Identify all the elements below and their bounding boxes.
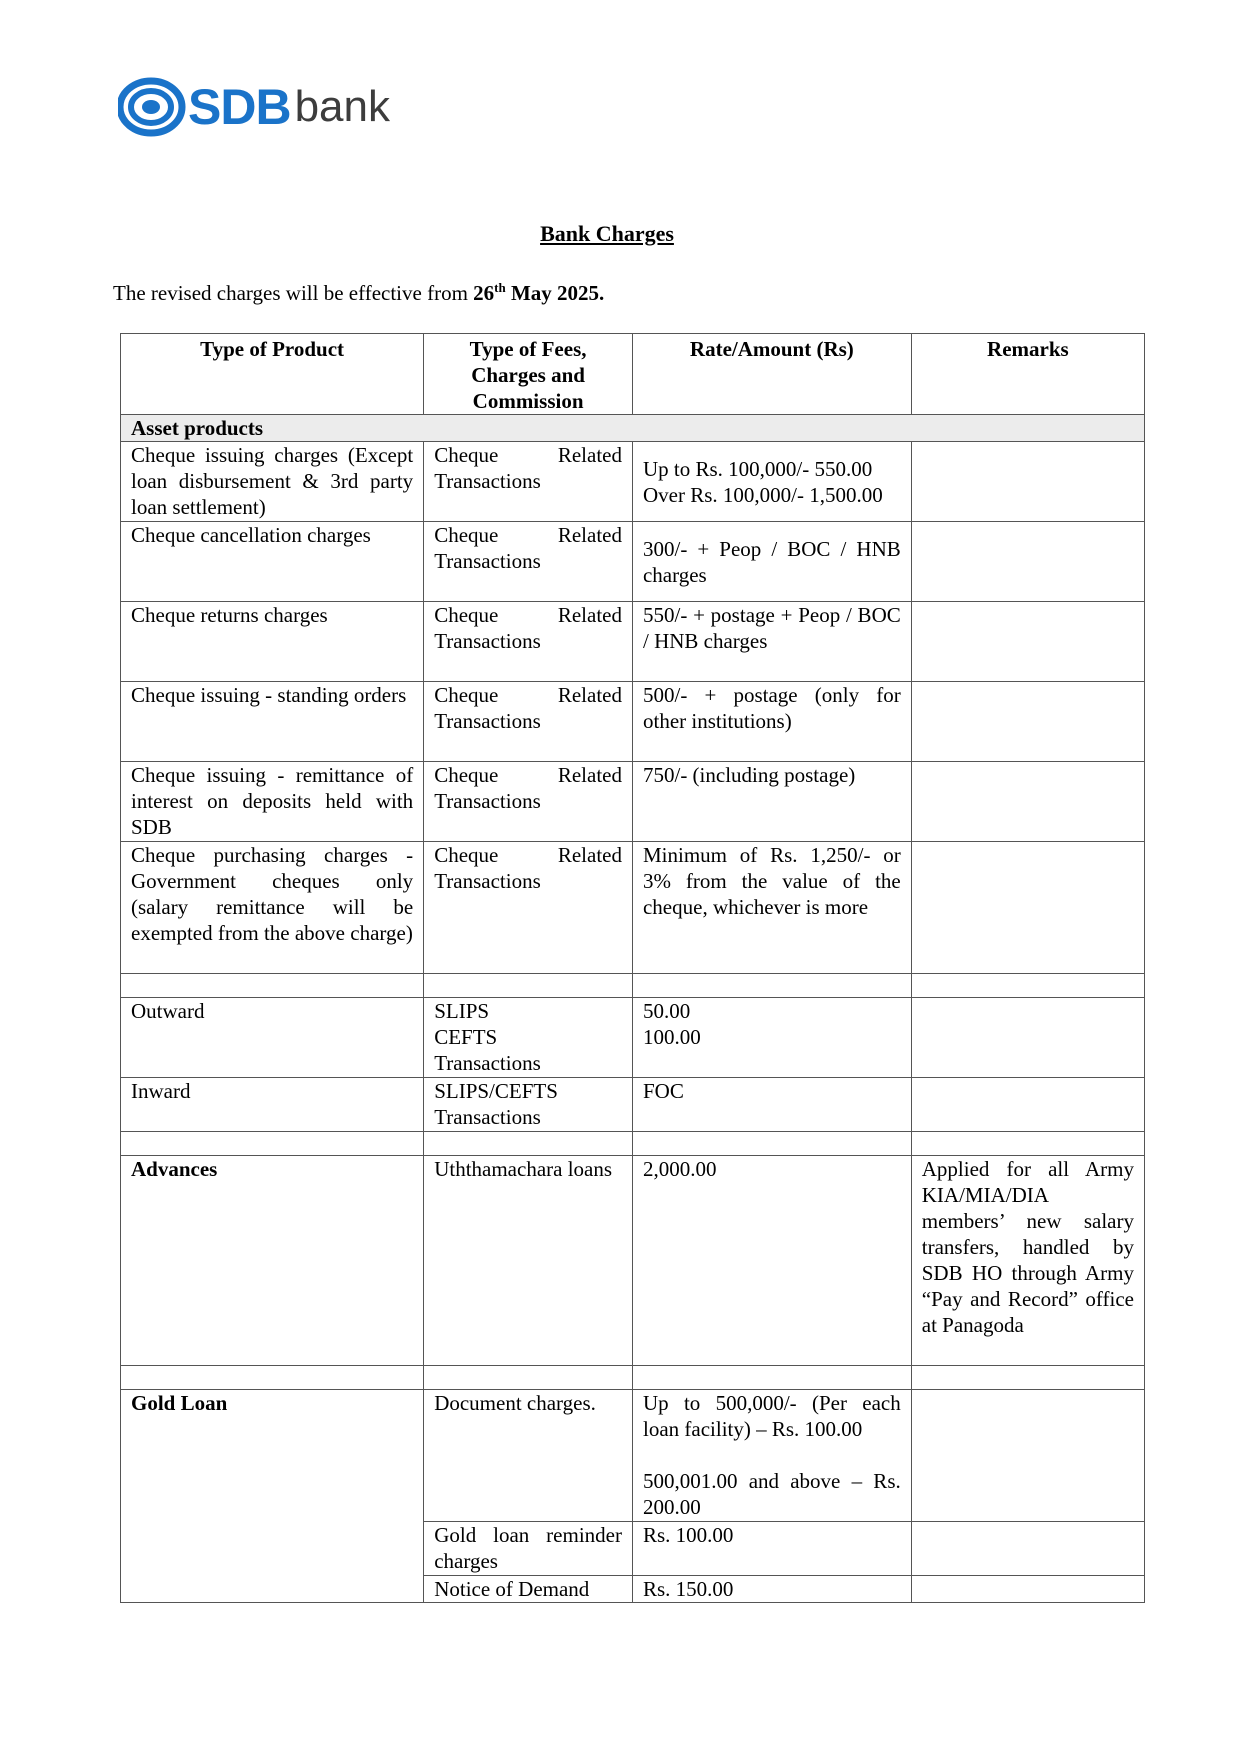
table-row (121, 442, 1145, 522)
remarks-cell (911, 682, 1144, 762)
section-row-asset-products (121, 415, 1145, 442)
table-row (121, 1078, 1145, 1132)
section-label: Asset products (121, 415, 1145, 442)
fee-cell: Document charges. (424, 1390, 633, 1522)
logo-brand-text: SDB (188, 79, 291, 135)
page-title: Bank Charges (540, 221, 674, 246)
table-header-row (121, 334, 1145, 415)
remarks-cell (911, 602, 1144, 682)
fee-cell: Cheque Related Transactions (424, 842, 633, 974)
rate-cell: 550/- + postage + Peop / BOC / HNB charges (632, 602, 911, 682)
fee-cell: Cheque Related Transactions (424, 522, 633, 602)
fee-line: CEFTS (434, 1025, 498, 1049)
rate-cell: 750/- (including postage) (632, 762, 911, 842)
fee-line: Transactions (434, 1051, 541, 1075)
rate-line: Up to Rs. 100,000/- 550.00 (642, 456, 873, 481)
remarks-cell (911, 522, 1144, 602)
remarks-cell (911, 1390, 1144, 1522)
rate-line: Up to 500,000/- (Per each loan facility) – Rs. 100.00 (642, 1391, 901, 1441)
product-cell: Advances (121, 1156, 424, 1366)
product-cell: Cheque purchasing charges - Government cheques only (salary remittance will be exempted from the above charge) (121, 842, 424, 974)
intro-text: The revised charges will be effective from (113, 281, 474, 305)
rate-cell: 300/- + Peop / BOC / HNB charges (632, 522, 911, 602)
logo-suffix-text: bank (294, 82, 390, 131)
intro-day-suffix: th (494, 280, 506, 295)
table-row (121, 998, 1145, 1078)
rate-cell: Rs. 150.00 (632, 1576, 911, 1603)
rate-line: Over Rs. 100,000/- 1,500.00 (642, 482, 883, 507)
empty-row (121, 1366, 1145, 1390)
empty-cell (911, 1366, 1144, 1390)
product-cell: Cheque returns charges (121, 602, 424, 682)
product-cell: Cheque issuing charges (Except loan disbursement & 3rd party loan settlement) (121, 442, 424, 522)
header-rate: Rate/Amount (Rs) (632, 334, 911, 415)
rate-line: 100.00 (642, 1025, 701, 1049)
remarks-cell (911, 842, 1144, 974)
empty-cell (911, 974, 1144, 998)
product-cell: Inward (121, 1078, 424, 1132)
table-row (121, 602, 1145, 682)
rate-cell (632, 1390, 911, 1522)
product-cell: Cheque issuing - remittance of interest on deposits held with SDB (121, 762, 424, 842)
product-cell: Cheque cancellation charges (121, 522, 424, 602)
table-row (121, 1390, 1145, 1522)
remarks-cell (911, 762, 1144, 842)
fee-cell: Cheque Related Transactions (424, 762, 633, 842)
intro-month-year: May 2025. (505, 281, 605, 305)
remarks-cell (911, 1078, 1144, 1132)
fee-cell: Uththamachara loans (424, 1156, 633, 1366)
empty-cell (424, 974, 633, 998)
effective-date-statement (113, 280, 604, 306)
empty-cell (911, 1132, 1144, 1156)
empty-row (121, 974, 1145, 998)
empty-cell (632, 1132, 911, 1156)
product-cell: Gold Loan (121, 1390, 424, 1603)
header-product: Type of Product (121, 334, 424, 415)
sdb-swirl-logo-icon (118, 77, 188, 137)
header-remarks: Remarks (911, 334, 1144, 415)
rate-cell: FOC (632, 1078, 911, 1132)
product-cell: Outward (121, 998, 424, 1078)
rate-cell (632, 998, 911, 1078)
empty-cell (632, 974, 911, 998)
remarks-cell (911, 1576, 1144, 1603)
table-row (121, 522, 1145, 602)
sdb-bank-logo (118, 74, 390, 140)
product-cell: Cheque issuing - standing orders (121, 682, 424, 762)
rate-cell: 2,000.00 (632, 1156, 911, 1366)
remarks-cell: Applied for all Army KIA/MIA/DIA members’ new salary transfers, handled by SDB HO through Army “Pay and Record” office at Panagoda (911, 1156, 1144, 1366)
rate-line: 500,001.00 and above – Rs. 200.00 (642, 1469, 901, 1519)
rate-cell (632, 442, 911, 522)
rate-cell: 500/- + postage (only for other institutions) (632, 682, 911, 762)
header-fee-type: Type of Fees, Charges and Commission (424, 334, 633, 415)
empty-cell (632, 1366, 911, 1390)
table-row (121, 682, 1145, 762)
empty-cell (424, 1366, 633, 1390)
fee-cell: SLIPS/CEFTS Transactions (424, 1078, 633, 1132)
fee-cell: Notice of Demand (424, 1576, 633, 1603)
empty-cell (121, 974, 424, 998)
fee-cell: Cheque Related Transactions (424, 602, 633, 682)
rate-line: 50.00 (642, 999, 691, 1023)
empty-row (121, 1132, 1145, 1156)
intro-day: 26 (473, 281, 495, 305)
empty-cell (121, 1132, 424, 1156)
remarks-cell (911, 442, 1144, 522)
table-row (121, 1156, 1145, 1366)
line-spacer (643, 1442, 901, 1468)
remarks-cell (911, 998, 1144, 1078)
bank-charges-table (120, 333, 1145, 1603)
rate-cell: Rs. 100.00 (632, 1522, 911, 1576)
empty-cell (424, 1132, 633, 1156)
table-row (121, 842, 1145, 974)
rate-cell: Minimum of Rs. 1,250/- or 3% from the value of the cheque, whichever is more (632, 842, 911, 974)
fee-cell: Cheque Related Transactions (424, 442, 633, 522)
fee-cell: Cheque Related Transactions (424, 682, 633, 762)
empty-cell (121, 1366, 424, 1390)
fee-line: SLIPS (434, 999, 490, 1023)
remarks-cell (911, 1522, 1144, 1576)
fee-cell: Gold loan reminder charges (424, 1522, 633, 1576)
fee-cell (424, 998, 633, 1078)
table-row (121, 762, 1145, 842)
